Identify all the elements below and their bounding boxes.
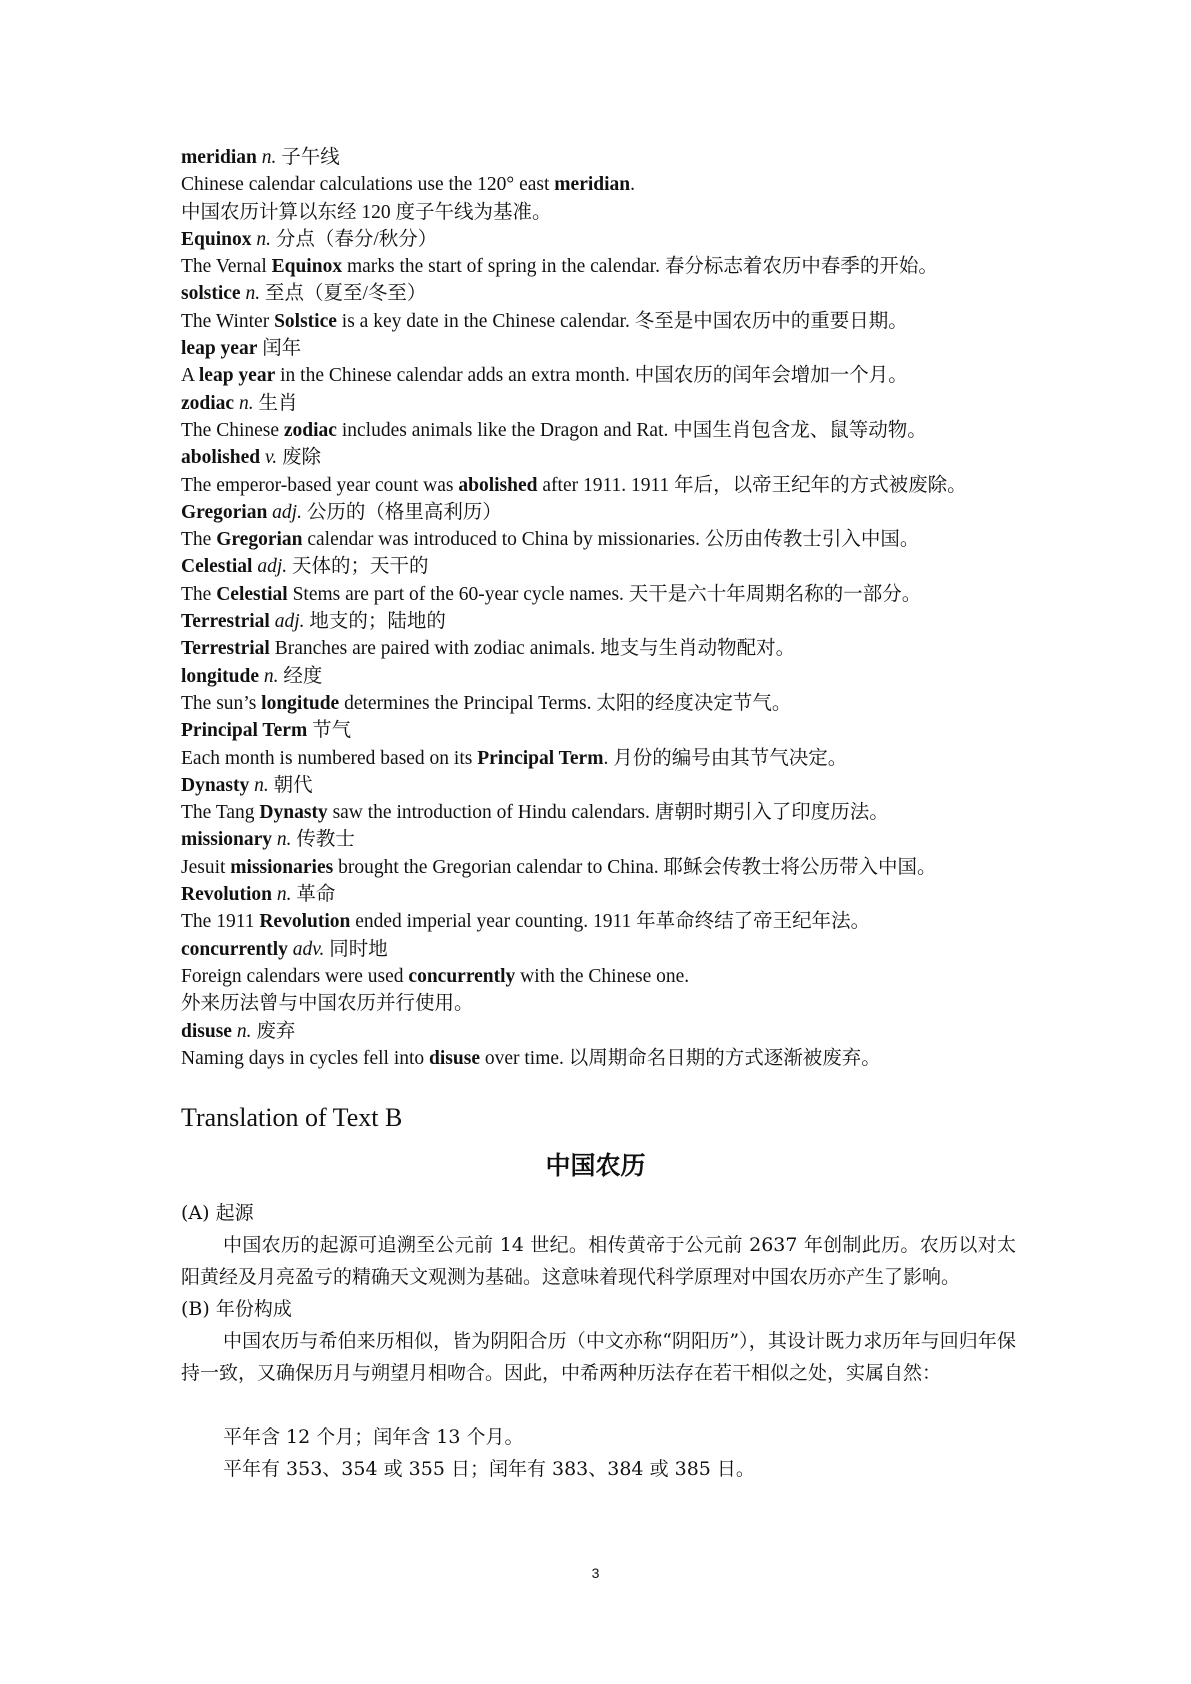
sentence-text: Stems are part of the 60-year cycle names. 天干是六十年周期名称的一部分。 [287,583,922,605]
vocab-entry [181,881,1081,908]
example-sentence [181,581,1081,608]
list-item: 平年含 12 个月；闰年含 13 个月。 [223,1426,524,1448]
highlighted-term: Revolution [259,911,351,933]
section-b-heading: (B) 年份构成 [181,1298,292,1320]
sentence-text: 中国农历计算以东经 120 度子午线为基准。 [181,201,552,223]
vocab-word: longitude [181,665,260,687]
sentence-text: The [181,583,217,605]
vocab-entry [181,499,1081,526]
sentence-text: in the Chinese calendar adds an extra month. 中国农历的闰年会增加一个月。 [275,365,908,387]
example-sentence [181,635,1081,662]
vocab-meaning: 传教士 [296,829,355,851]
highlighted-term: missionaries [230,856,334,878]
list-item: 平年有 353、354 或 355 日；闰年有 383、384 或 385 日。 [223,1458,755,1480]
vocab-meaning: 分点（春分/秋分） [275,228,438,250]
vocab-word: abolished [181,447,261,469]
sentence-text: after 1911. 1911 年后，以帝王纪年的方式被废除。 [537,474,967,496]
part-of-speech: n. [245,283,261,305]
sentence-text: The Vernal [181,256,272,278]
sentence-text: calendar was introduced to China by missionaries. 公历由传教士引入中国。 [302,529,920,551]
vocab-word: Principal Term [181,720,308,742]
example-sentence [181,308,1081,335]
vocab-word: Gregorian [181,501,268,523]
sentence-text: Each month is numbered based on its [181,747,478,769]
sentence-text: is a key date in the Chinese calendar. 冬至是中国农历中的重要日期。 [336,310,908,332]
vocab-meaning: 节气 [312,720,352,742]
vocab-entry [181,717,1081,744]
vocab-entry [181,663,1081,690]
part-of-speech: n. [276,884,292,906]
vocab-entry [181,1018,1081,1045]
part-of-speech: n. [276,829,292,851]
section-a-paragraph: 中国农历的起源可追溯至公元前 14 世纪。相传黄帝于公元前 2637 年创制此历。农历以对太阳黄经及月亮盈亏的精确天文观测为基础。这意味着现代科学原理对中国农历亦产生了影响。 [181,1234,1016,1288]
sentence-text: brought the Gregorian calendar to China. 耶稣会传教士将公历带入中国。 [333,856,937,878]
example-sentence [181,253,1081,280]
sentence-text: The emperor-based year count was [181,474,459,496]
part-of-speech: n. [261,147,277,168]
vocab-word: Terrestrial [181,611,270,633]
vocab-entry [181,772,1081,799]
page-number: 3 [591,1565,600,1581]
part-of-speech: n. [236,1020,252,1042]
sentence-text: Naming days in cycles fell into [181,1047,430,1069]
highlighted-term: abolished [458,474,538,496]
sentence-text: Chinese calendar calculations use the 120° east [181,174,555,196]
vocab-word: concurrently [181,938,288,960]
example-sentence [181,362,1081,389]
part-of-speech: v. [265,447,278,469]
section-title: Translation of Text B [181,1103,403,1132]
vocab-meaning: 子午线 [281,147,340,168]
example-sentence [181,963,1081,990]
highlighted-term: disuse [429,1047,480,1069]
chinese-title: 中国农历 [545,1151,646,1180]
highlighted-term: concurrently [408,965,516,987]
sentence-text: The 1911 [181,911,260,933]
sentence-text: The Tang [181,802,260,824]
vocab-word: Equinox [181,228,252,250]
part-of-speech: adj. [272,501,302,523]
vocab-entry [181,608,1081,635]
sentence-text: Jesuit [181,856,231,878]
highlighted-term: meridian [554,174,631,196]
vocab-word: Dynasty [181,774,250,796]
vocab-entry [181,280,1081,307]
vocab-meaning: 生肖 [258,392,298,414]
vocab-meaning: 天体的；天干的 [292,556,429,578]
sentence-text: Branches are paired with zodiac animals. 地支与生肖动物配对。 [269,638,796,660]
translation-body [181,1197,1016,1485]
vocab-entry [181,826,1081,853]
vocab-meaning: 至点（夏至/冬至） [264,283,427,305]
sentence-text: over time. 以周期命名日期的方式逐渐被废弃。 [479,1047,881,1069]
sentence-text: . 月份的编号由其节气决定。 [603,747,848,769]
sentence-text: The sun’s [181,692,262,714]
vocab-word: disuse [181,1020,232,1042]
vocab-word: leap year [181,338,258,360]
vocab-word: missionary [181,829,273,851]
highlighted-term: zodiac [283,419,337,441]
highlighted-term: Celestial [216,583,288,605]
vocab-entry [181,390,1081,417]
vocab-word: Revolution [181,884,273,906]
vocab-word: meridian [181,147,257,168]
example-sentence [181,199,1081,226]
sentence-text: . [630,174,636,196]
example-sentence [181,690,1081,717]
vocab-entry [181,936,1081,963]
highlighted-term: leap year [198,365,276,387]
highlighted-term: Principal Term [477,747,604,769]
part-of-speech: adv. [292,938,325,960]
part-of-speech: adj. [274,611,305,633]
example-sentence [181,526,1081,553]
part-of-speech: n. [238,392,254,414]
example-sentence [181,854,1081,881]
sentence-text: The [181,529,217,551]
vocabulary-list [181,144,1081,1072]
sentence-text: The Chinese [181,419,284,441]
vocab-entry [181,553,1081,580]
sentence-text: marks the start of spring in the calendar. 春分标志着农历中春季的开始。 [342,256,938,278]
highlighted-term: Terrestrial [181,638,270,660]
example-sentence [181,799,1081,826]
vocab-meaning: 闰年 [262,338,302,360]
vocab-entry [181,444,1081,471]
highlighted-term: Gregorian [216,529,303,551]
vocab-entry [181,335,1081,362]
part-of-speech: adj. [257,556,288,578]
example-sentence [181,417,1081,444]
sentence-text: saw the introduction of Hindu calendars. 唐朝时期引入了印度历法。 [327,802,889,824]
highlighted-term: longitude [261,692,340,714]
vocab-entry [181,226,1081,253]
sentence-text: 外来历法曾与中国农历并行使用。 [181,993,474,1015]
vocab-meaning: 朝代 [273,774,313,796]
example-sentence [181,745,1081,772]
example-sentence [181,472,1081,499]
sentence-text: with the Chinese one. [515,965,690,987]
highlighted-term: Equinox [271,256,343,278]
sentence-text: Foreign calendars were used [181,965,409,987]
example-sentence [181,990,1081,1017]
example-sentence [181,908,1081,935]
highlighted-term: Dynasty [259,802,328,824]
spacer [181,1389,1016,1421]
vocab-word: Celestial [181,556,253,578]
sentence-text: determines the Principal Terms. 太阳的经度决定节气。 [339,692,792,714]
vocab-word: solstice [181,283,241,305]
vocab-meaning: 同时地 [329,938,388,960]
vocab-meaning: 废弃 [256,1020,296,1042]
example-sentence [181,171,1081,198]
part-of-speech: n. [254,774,269,796]
part-of-speech: n. [263,665,279,687]
vocab-meaning: 地支的；陆地的 [309,611,446,633]
vocab-meaning: 革命 [296,884,336,906]
section-a-heading: (A) 起源 [181,1202,254,1224]
section-b-paragraph: 中国农历与希伯来历相似，皆为阴阳合历（中文亦称“阴阳历”），其设计既力求历年与回归年保持一致，又确保历月与朔望月相吻合。因此，中希两种历法存在若干相似之处，实属自然： [181,1330,1016,1384]
part-of-speech: n. [256,228,271,250]
sentence-text: includes animals like the Dragon and Rat. 中国生肖包含龙、鼠等动物。 [336,419,927,441]
sentence-text: A [181,365,199,387]
example-sentence [181,1045,1081,1072]
vocab-entry [181,144,1081,171]
vocab-meaning: 废除 [281,447,321,469]
highlighted-term: Solstice [274,310,337,332]
sentence-text: The Winter [181,310,275,332]
vocab-word: zodiac [181,392,235,414]
vocab-meaning: 经度 [283,665,323,687]
vocab-meaning: 公历的（格里高利历） [306,501,502,523]
sentence-text: ended imperial year counting. 1911 年革命终结了帝王纪年法。 [350,911,871,933]
